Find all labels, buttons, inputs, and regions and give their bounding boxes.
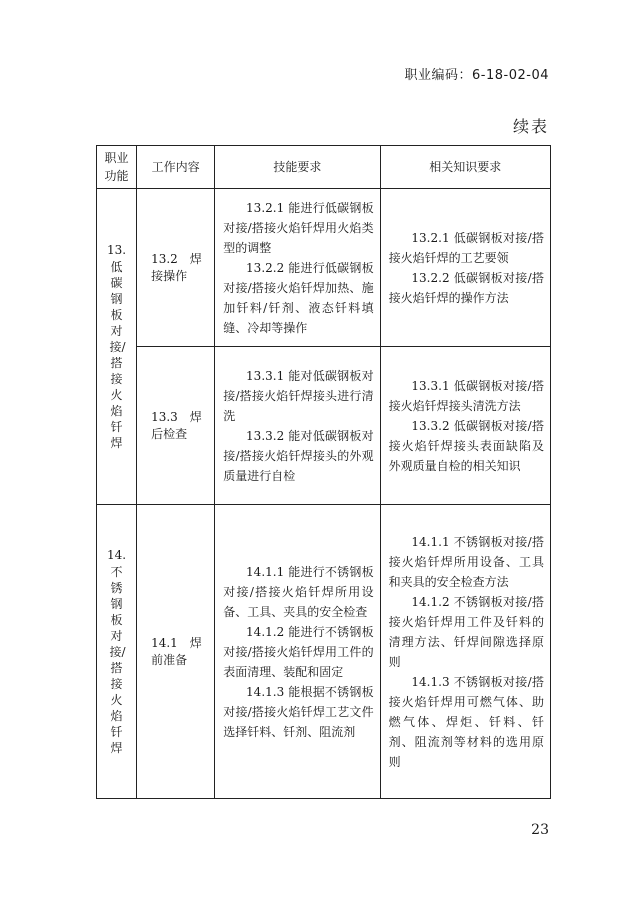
knowledge-item: 13.2.1 低碳钢板对接/搭接火焰钎焊的工艺要领: [388, 230, 544, 265]
continued-label: 续表: [512, 117, 549, 136]
skill-item: 13.3.1 能对低碳钢板对接/搭接火焰钎焊接头进行清洗: [223, 368, 374, 423]
knowledge-cell: [380, 347, 550, 505]
knowledge-item: 13.3.2 低碳钢板对接/搭接火焰钎焊接头表面缺陷及外观质量自检的相关知识: [388, 418, 544, 473]
header-knowledge: 相关知识要求: [380, 146, 550, 189]
skills-cell: [215, 505, 380, 799]
knowledge-item: 14.1.1 不锈钢板对接/搭接火焰钎焊所用设备、工具和夹具的安全检查方法: [388, 534, 544, 589]
function-name: 低碳钢板对接/搭接火焰钎焊: [109, 259, 126, 450]
work-content-line: 13.2 焊: [151, 251, 202, 266]
skill-item: 14.1.3 能根据不锈钢板对接/搭接火焰钎焊工艺文件选择钎料、钎剂、阻流剂: [223, 684, 374, 739]
function-cell: [97, 189, 137, 505]
header-skills: 技能要求: [215, 146, 380, 189]
knowledge-item: 13.2.2 低碳钢板对接/搭接火焰钎焊的操作方法: [388, 270, 544, 305]
skills-cell: [215, 347, 380, 505]
work-content-cell: [137, 505, 215, 799]
work-content-line: 接操作: [151, 268, 188, 283]
skills-cell: [215, 189, 380, 347]
page-number: 23: [531, 822, 549, 838]
header-content: 工作内容: [137, 146, 215, 189]
table-row: [97, 189, 551, 347]
skill-item: 13.2.1 能进行低碳钢板对接/搭接火焰钎焊用火焰类型的调整: [223, 200, 374, 255]
work-content-cell: [137, 347, 215, 505]
function-number: 13.: [106, 242, 127, 257]
table-row: [97, 505, 551, 799]
work-content-line: 后检查: [151, 426, 188, 441]
knowledge-cell: [380, 505, 550, 799]
knowledge-item: 14.1.2 不锈钢板对接/搭接火焰钎焊用工件及钎料的清理方法、钎焊间隙选择原则: [388, 594, 544, 669]
function-name: 不锈钢板对接/搭接火焰钎焊: [109, 564, 126, 755]
work-content-line: 前准备: [151, 652, 188, 667]
table-row: [97, 347, 551, 505]
header-function: 职业 功能: [97, 146, 137, 189]
table-header-row: [97, 146, 551, 189]
occupation-code: 职业编码：6-18-02-04: [404, 68, 549, 83]
function-number: 14.: [106, 547, 127, 562]
work-content-line: 13.3 焊: [151, 409, 202, 424]
knowledge-item: 13.3.1 低碳钢板对接/搭接火焰钎焊接头清洗方法: [388, 378, 544, 413]
function-cell: [97, 505, 137, 799]
knowledge-item: 14.1.3 不锈钢板对接/搭接火焰钎焊用可燃气体、助燃气体、焊炬、钎料、钎剂、阻流剂等材料的选用原则: [388, 674, 544, 769]
work-content-line: 14.1 焊: [151, 635, 202, 650]
work-content-cell: [137, 189, 215, 347]
knowledge-cell: [380, 189, 550, 347]
skill-item: 14.1.1 能进行不锈钢板对接/搭接火焰钎焊所用设备、工具、夹具的安全检查: [223, 564, 374, 619]
skills-table: [96, 145, 551, 799]
skill-item: 13.3.2 能对低碳钢板对接/搭接火焰钎焊接头的外观质量进行自检: [223, 428, 374, 483]
skill-item: 14.1.2 能进行不锈钢板对接/搭接火焰钎焊用工件的表面清理、装配和固定: [223, 624, 374, 679]
skill-item: 13.2.2 能进行低碳钢板对接/搭接火焰钎焊加热、施加钎料/钎剂、液态钎料填缝、冷却等操作: [223, 260, 374, 335]
